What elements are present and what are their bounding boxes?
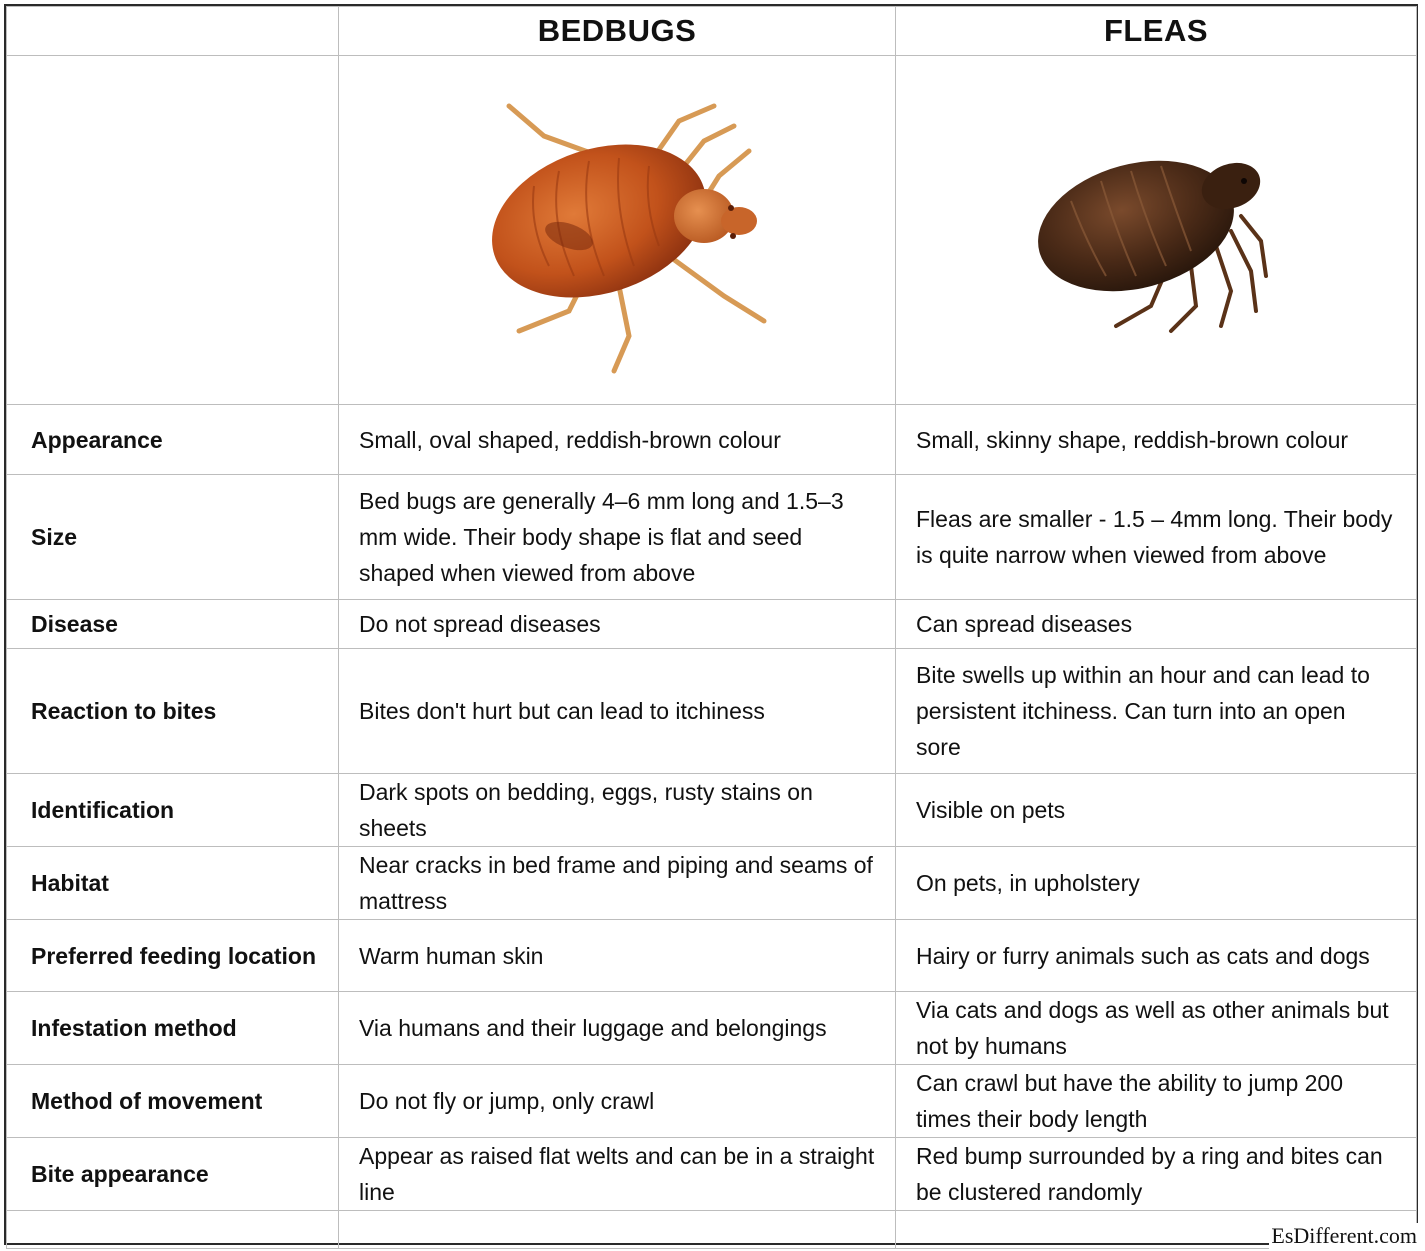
- bedbugs-size: Bed bugs are generally 4–6 mm long and 1.5–3 mm wide. Their body shape is flat and seed shaped when viewed from above: [339, 475, 896, 600]
- row-label-reaction: Reaction to bites: [7, 649, 339, 774]
- table-row: [7, 600, 1417, 649]
- fleas-header: FLEAS: [896, 7, 1417, 56]
- row-label-infestation: Infestation method: [7, 992, 339, 1065]
- table-row: [7, 649, 1417, 774]
- fleas-reaction: Bite swells up within an hour and can lead to persistent itchiness. Can turn into an open sore: [896, 649, 1417, 774]
- table-row: [7, 475, 1417, 600]
- flea-image-cell: [896, 56, 1417, 405]
- empty-cell: [339, 1211, 896, 1249]
- row-label-size: Size: [7, 475, 339, 600]
- bedbugs-identification: Dark spots on bedding, eggs, rusty stains on sheets: [339, 774, 896, 847]
- bedbugs-infestation: Via humans and their luggage and belongings: [339, 992, 896, 1065]
- image-row-corner: [7, 56, 339, 405]
- watermark: EsDifferent.com: [1271, 1223, 1417, 1248]
- bedbugs-movement: Do not fly or jump, only crawl: [339, 1065, 896, 1138]
- bedbugs-reaction: Bites don't hurt but can lead to itchiness: [339, 649, 896, 774]
- table-row: [7, 847, 1417, 920]
- row-label-habitat: Habitat: [7, 847, 339, 920]
- fleas-movement: Can crawl but have the ability to jump 200 times their body length: [896, 1065, 1417, 1138]
- fleas-habitat: On pets, in upholstery: [896, 847, 1417, 920]
- table-row: [7, 405, 1417, 475]
- table-row: [7, 1065, 1417, 1138]
- fleas-infestation: Via cats and dogs as well as other animals but not by humans: [896, 992, 1417, 1065]
- bedbugs-bite-appearance: Appear as raised flat welts and can be in a straight line: [339, 1138, 896, 1211]
- bedbugs-disease: Do not spread diseases: [339, 600, 896, 649]
- bedbugs-habitat: Near cracks in bed frame and piping and seams of mattress: [339, 847, 896, 920]
- bedbugs-feeding: Warm human skin: [339, 920, 896, 992]
- fleas-disease: Can spread diseases: [896, 600, 1417, 649]
- bedbugs-appearance: Small, oval shaped, reddish-brown colour: [339, 405, 896, 475]
- empty-footer-row: [7, 1211, 1417, 1249]
- flea-illustration-icon: [1016, 131, 1276, 341]
- row-label-disease: Disease: [7, 600, 339, 649]
- fleas-appearance: Small, skinny shape, reddish-brown colour: [896, 405, 1417, 475]
- row-label-identification: Identification: [7, 774, 339, 847]
- row-label-movement: Method of movement: [7, 1065, 339, 1138]
- empty-cell: [7, 1211, 339, 1249]
- fleas-bite-appearance: Red bump surrounded by a ring and bites can be clustered randomly: [896, 1138, 1417, 1211]
- image-row: [7, 56, 1417, 405]
- bedbug-illustration-icon: [449, 96, 789, 386]
- bedbug-image-cell: [339, 56, 896, 405]
- table-row: [7, 1138, 1417, 1211]
- fleas-identification: Visible on pets: [896, 774, 1417, 847]
- corner-header: [7, 7, 339, 56]
- row-label-feeding: Preferred feeding location: [7, 920, 339, 992]
- fleas-feeding: Hairy or furry animals such as cats and dogs: [896, 920, 1417, 992]
- table-row: [7, 774, 1417, 847]
- comparison-table: [6, 6, 1417, 1249]
- header-row: [7, 7, 1417, 56]
- row-label-appearance: Appearance: [7, 405, 339, 475]
- fleas-size: Fleas are smaller - 1.5 – 4mm long. Their body is quite narrow when viewed from above: [896, 475, 1417, 600]
- table-row: [7, 920, 1417, 992]
- row-label-bite-appearance: Bite appearance: [7, 1138, 339, 1211]
- bedbugs-header: BEDBUGS: [339, 7, 896, 56]
- table-row: [7, 992, 1417, 1065]
